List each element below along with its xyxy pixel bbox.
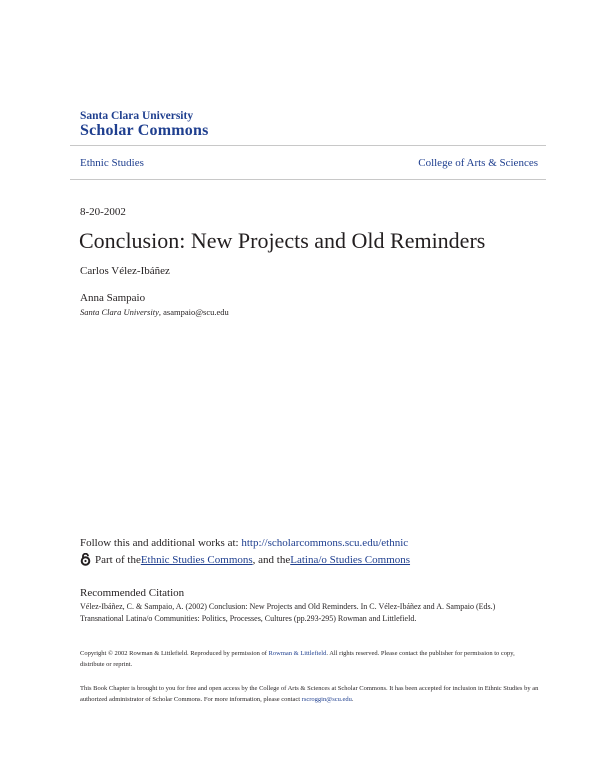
follow-line xyxy=(80,537,408,549)
publication-date: 8-20-2002 xyxy=(80,206,126,218)
copyright-notice xyxy=(80,648,540,670)
affiliation-email: , asampaio@scu.edu xyxy=(158,307,229,317)
header-divider-bottom xyxy=(70,179,546,180)
citation-line-2: Transnational Latina/o Communities: Politics, Processes, Cultures (pp.293-295) Rowman and Littlefield. xyxy=(80,613,417,623)
repository-name[interactable]: Scholar Commons xyxy=(80,122,209,139)
latina-studies-commons-link[interactable]: Latina/o Studies Commons xyxy=(290,553,411,566)
citation-text xyxy=(80,601,540,624)
breadcrumb-ethnic-studies[interactable]: Ethnic Studies xyxy=(80,157,144,169)
ethnic-studies-commons-link[interactable]: Ethnic Studies Commons xyxy=(140,553,253,566)
part-of-line xyxy=(80,553,410,566)
open-access-icon xyxy=(80,553,91,566)
publisher-link[interactable]: Rowman & Littlefield xyxy=(268,650,327,657)
author-name: Carlos Vélez-Ibáñez xyxy=(80,265,170,277)
collection-url-link[interactable]: http://scholarcommons.scu.edu/ethnic xyxy=(241,537,409,549)
citation-line-1: Vélez-Ibáñez, C. & Sampaio, A. (2002) Conclusion: New Projects and Old Reminders. In C. Vélez-Ibáñez and A. Sampaio (Eds.) xyxy=(80,602,496,611)
copyright-suffix: . All rights reserved. Please contact the publisher for permission to copy, distribute or reprint. xyxy=(80,650,515,668)
breadcrumb-arts-sciences[interactable]: College of Arts & Sciences xyxy=(418,157,538,169)
access-suffix: . xyxy=(351,696,354,703)
author-affiliation xyxy=(80,307,229,317)
follow-prefix: Follow this and additional works at: xyxy=(80,537,242,549)
article-title: Conclusion: New Projects and Old Reminders xyxy=(79,228,486,253)
affiliation-institution: Santa Clara University xyxy=(80,307,159,317)
author-name: Anna Sampaio xyxy=(80,292,146,304)
part-of-prefix: Part of the xyxy=(95,553,141,566)
university-name[interactable]: Santa Clara University xyxy=(80,110,194,122)
header-divider-top xyxy=(70,145,546,146)
contact-email-link[interactable]: rscroggin@scu.edu xyxy=(301,696,352,703)
citation-heading: Recommended Citation xyxy=(80,587,185,599)
part-of-mid: , and the xyxy=(252,553,291,566)
access-prefix: This Book Chapter is brought to you for free and open access by the College of Arts & Sciences at Scholar Commons. It has been accepted for inclusion in Ethnic Studies by an authorized administrator of Scholar Commons. For more information, please contact xyxy=(80,685,539,703)
access-notice xyxy=(80,683,540,705)
copyright-prefix: Copyright © 2002 Rowman & Littlefield. Reproduced by permission of xyxy=(80,650,269,657)
